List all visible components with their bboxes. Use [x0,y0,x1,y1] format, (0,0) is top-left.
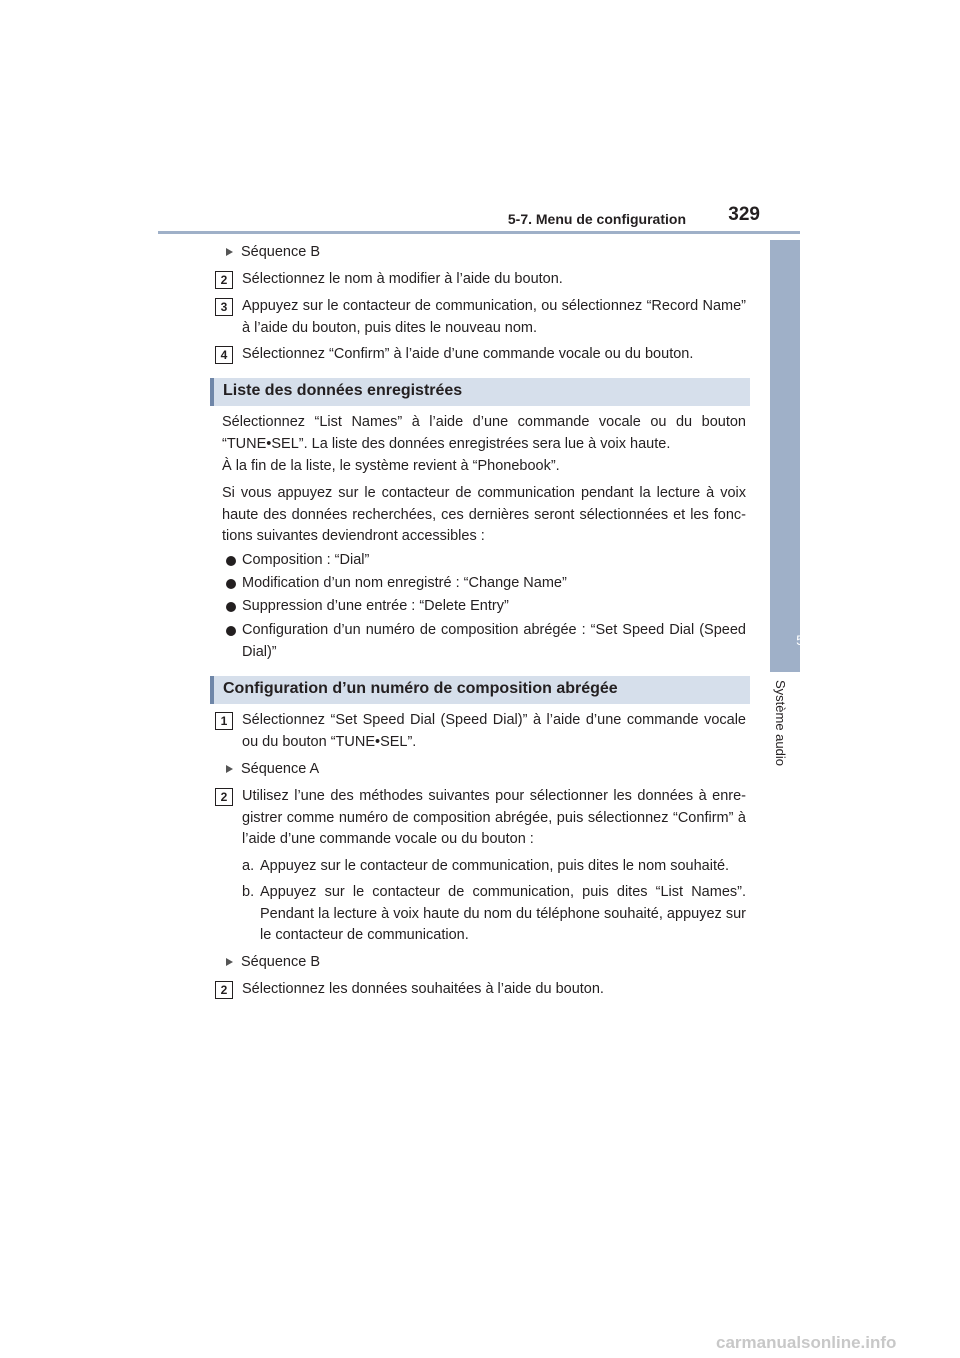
band-accent [210,378,214,406]
sequence-a-label: Séquence A [226,759,319,780]
paragraph: Si vous appuyez sur le contacteur de communication pendant la lecture à voix haute des données recherchées, ces dernières seront sélectionnées et les fonc-tions suivantes deviendront accessibles : [222,485,746,544]
section-title: 5-7. Menu de configuration [507,211,686,227]
bullet-icon [226,626,236,636]
step-text: Utilisez l’une des méthodes suivantes pour sélectionner les données à enre-gistrer comme numéro de composition abrégée, puis sélectionnez “Confirm” à l’aide d’une commande vocale ou du bouton : [242,788,746,847]
step-number: 2 [215,788,233,806]
step-number: 4 [215,346,233,364]
step-number: 3 [215,298,233,316]
triangle-icon [226,765,233,773]
bullet-icon [226,579,236,589]
step-text: Appuyez sur le contacteur de communication, ou sélectionnez “Record Name” à l’aide du bouton, puis dites le nouveau nom. [242,298,746,336]
page-number: 329 [728,204,760,225]
bullet-icon [226,602,236,612]
page-header [158,204,800,234]
sub-item: b. Appuyez sur le contacteur de communication, puis dites “List Names”. Pendant la lecture à voix haute du nom du téléphone souhaité, appuyez sur le contacteur de communication. [242,884,746,943]
step-text: Sélectionnez les données souhaitées à l’aide du bouton. [242,981,604,997]
chapter-number: 5 [796,632,804,648]
section-heading-band [210,378,750,406]
bullet-icon [226,556,236,566]
triangle-icon [226,248,233,256]
sequence-b-label: Séquence B [226,242,320,263]
section-heading: Liste des données enregistrées [223,382,463,399]
step-number: 2 [215,271,233,289]
band-accent [210,676,214,704]
svg-text:carmanualsonline.info: carmanualsonline.info [716,1333,897,1352]
list-item: Configuration d’un numéro de composition abrégée : “Set Speed Dial (Speed Dial)” [226,620,746,663]
triangle-icon [226,958,233,966]
step-text: Sélectionnez le nom à modifier à l’aide du bouton. [242,271,563,287]
paragraph: À la fin de la liste, le système revient à “Phonebook”. [222,458,560,474]
sub-item: a. Appuyez sur le contacteur de communication, puis dites le nom souhaité. [242,858,730,874]
chapter-tab [770,240,804,672]
chapter-label: Système audio [773,680,788,766]
list-item: Composition : “Dial” [226,550,746,572]
step-number: 2 [215,981,233,999]
list-item: Modification d’un nom enregistré : “Change Name” [226,573,746,595]
step-number: 1 [215,712,233,730]
step-text: Sélectionnez “Set Speed Dial (Speed Dial)” à l’aide d’une commande vocale ou du bouton “TUNE•SEL”. [242,712,746,750]
paragraph: Sélectionnez “List Names” à l’aide d’une commande vocale ou du bouton “TUNE•SEL”. La liste des données enregistrées sera lue à voix haute. [222,414,746,452]
list-item: Suppression d’une entrée : “Delete Entry” [226,596,746,618]
section-heading-band [210,676,750,704]
watermark-logo [708,1328,960,1358]
header-rule [158,231,800,234]
section-heading: Configuration d’un numéro de composition abrégée [223,680,618,697]
sequence-b-label: Séquence B [226,952,320,973]
step-text: Sélectionnez “Confirm” à l’aide d’une commande vocale ou du bouton. [242,346,694,362]
